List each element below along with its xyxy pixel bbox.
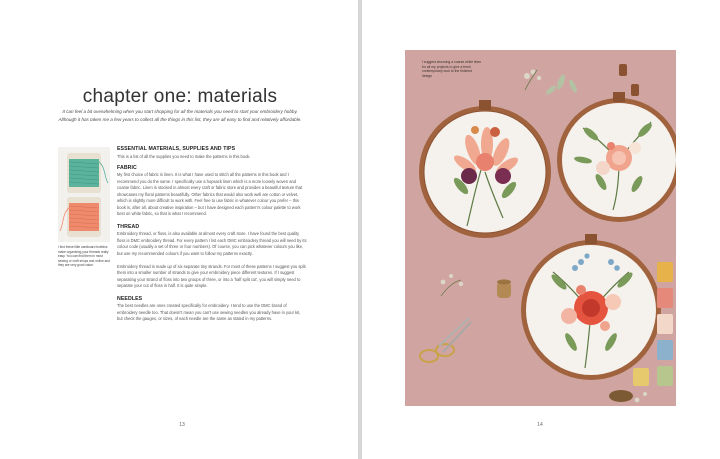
hoops-caption: I suggest choosing a coarse white linen for all my projects to give a fresh contemporary look to the finished design: [422, 60, 482, 78]
left-page: [0, 0, 358, 459]
section-heading-fabric: FABRIC: [117, 164, 137, 171]
page-number-right: 14: [537, 422, 543, 428]
section-paragraph: My first choice of fabric is linen. It is what I have used to stitch all the patterns in this book and I recommend you do the same. I specifically use a hopsack linen which is a more loosely woven and coarse fabric. Linen is stocked in almost every craft or fabric store and provides a beautiful texture that showcases my floral patterns beautifully. Other fabrics that would also work well are cotton or velvet, which is slightly more difficult to work with. Feel free to use fabric in whatever colour you prefer – this book is, after all, about creative inspiration – but I have designed each pattern's colour palette to work best on white fabric, so that is what I recommend.: [117, 172, 303, 217]
section-heading-thread: THREAD: [117, 223, 140, 230]
bobbins-caption: I find these little cardboard bobbins make organising your threads really easy. You can find them in most sewing or craft shops and online and they are very good value.: [58, 245, 110, 268]
section-paragraph: This is a list of all the supplies you need to make the patterns in this book.: [117, 153, 251, 159]
section-heading-essentials: ESSENTIAL MATERIALS, SUPPLIES AND TIPS: [117, 146, 236, 152]
right-page: [362, 0, 720, 459]
thimble-icon: [497, 280, 511, 299]
body-text: [117, 146, 307, 329]
embroidery-hoops-photo: [405, 50, 676, 406]
chapter-title: chapter one: materials: [82, 86, 278, 107]
intro-paragraph: It can feel a bit overwhelming when you start shopping for all the materials you need to start your embroidery hobby. Although it has taken me a few years to collect all the things in this list, they are all easy to find and relatively affordable.: [58, 109, 302, 123]
section-paragraph: The best needles are ones created specifically for embroidery. I tend to use the DMC brand of embroidery needle too. That doesn't mean you can't use sewing needles you already have in your kit, but check the gauges, or sizes, of each needle are the same as stated in my patterns.: [117, 303, 301, 322]
section-heading-needles: NEEDLES: [117, 295, 143, 302]
thread-bobbins-photo: [58, 147, 110, 242]
page-number-left: 13: [179, 422, 185, 428]
section-paragraph: Embroidery thread is made up of six separate tiny strands. For most of these patterns I suggest you split them into a smaller number of strands to give your embroidery piece different textures. If I suggest separating your strand of floss into two groups of three, or into a 'half split cut', you will simply need to separate your cut of floss in half. It is quite simple.: [117, 263, 306, 289]
section-paragraph: Embroidery thread, or floss, is also available at almost every craft store. I have found the best quality floss is DMC embroidery thread. For every pattern I list each DMC embroidery thread you will need by its colour code (usually a set of three or four numbers). Of course, you can pick whatever colours you like, but use my recommended colours if you want to follow my patterns exactly.: [117, 231, 307, 257]
